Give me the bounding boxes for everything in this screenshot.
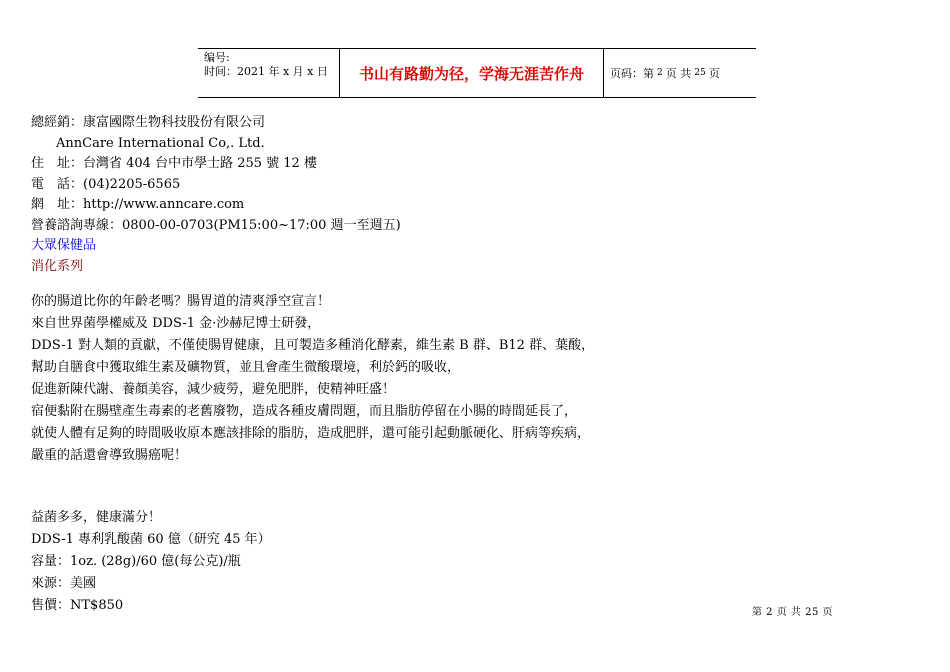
phone-line: 電 話：(04)2205-6565 xyxy=(31,176,181,192)
product-line: 售價：NT$850 xyxy=(31,598,124,613)
page-label: 页码：第 xyxy=(610,67,654,80)
intro-line: 就使人體有足夠的時間吸收原本應該排除的脂肪，造成肥胖，還可能引起動脈硬化、肝病等疾病， xyxy=(31,426,591,441)
intro-line: 促進新陳代謝、養顏美容，減少疲勞，避免肥胖，使精神旺盛！ xyxy=(31,382,396,397)
header-page-info xyxy=(604,49,756,97)
page-current: 2 xyxy=(657,68,663,78)
english-name-line: AnnCare International Co,. Ltd. xyxy=(56,135,265,151)
product-line: 益菌多多，健康滿分！ xyxy=(31,510,162,525)
intro-paragraph xyxy=(31,291,731,467)
address-line: 住 址：台灣省 404 台中市學士路 255 號 12 樓 xyxy=(31,156,317,171)
category-sub: 消化系列 xyxy=(31,258,84,274)
product-line: 容量：1oz. (28g)/60 億(每公克)/瓶 xyxy=(31,554,241,569)
intro-line: 宿便黏附在腸壁產生毒素的老舊廢物，造成各種皮膚問題，而且脂肪停留在小腸的時間延長了， xyxy=(31,404,578,419)
page-footer: 第 2 页 共 25 页 xyxy=(752,607,833,618)
hotline-line: 營養諮詢專線：0800-00-0703(PM15:00~17:00 週一至週五) xyxy=(31,217,401,233)
intro-line: 你的腸道比你的年齡老嗎？腸胃道的清爽淨空宣言！ xyxy=(31,294,331,309)
motto-text: 书山有路勤为径，学海无涯苦作舟 xyxy=(358,64,584,83)
header-meta xyxy=(198,49,340,97)
product-line: 來源：美國 xyxy=(31,576,97,591)
intro-line: 嚴重的話還會導致腸癌呢！ xyxy=(31,448,188,463)
intro-line: 幫助自膳食中獲取維生素及礦物質，並且會產生微酸環境，利於鈣的吸收， xyxy=(31,360,461,375)
category-main: 大眾保健品 xyxy=(31,238,97,253)
page-total: 25 xyxy=(694,68,706,78)
website-line: 網 址：http://www.anncare.com xyxy=(31,197,245,212)
product-paragraph xyxy=(31,507,731,617)
header-motto xyxy=(340,49,604,97)
intro-line: DDS-1 對人類的貢獻，不僅使腸胃健康，且可製造多種消化酵素，維生素 B 群、B12 群、葉酸， xyxy=(31,338,595,353)
page-unit: 页 xyxy=(708,67,720,80)
page-header xyxy=(198,48,756,98)
product-line: DDS-1 專利乳酸菌 60 億（研究 45 年） xyxy=(31,532,271,547)
number-label: 编号: xyxy=(204,51,230,64)
distributor-line: 總經銷：康富國際生物科技股份有限公司 xyxy=(31,115,266,130)
page-mid: 页 共 xyxy=(665,67,692,80)
time-label: 时间：2021 年 x 月 x 日 xyxy=(204,65,328,78)
document-body xyxy=(31,113,731,617)
intro-line: 來自世界菌學權威及 DDS-1 金·沙赫尼博士研發， xyxy=(31,316,321,331)
